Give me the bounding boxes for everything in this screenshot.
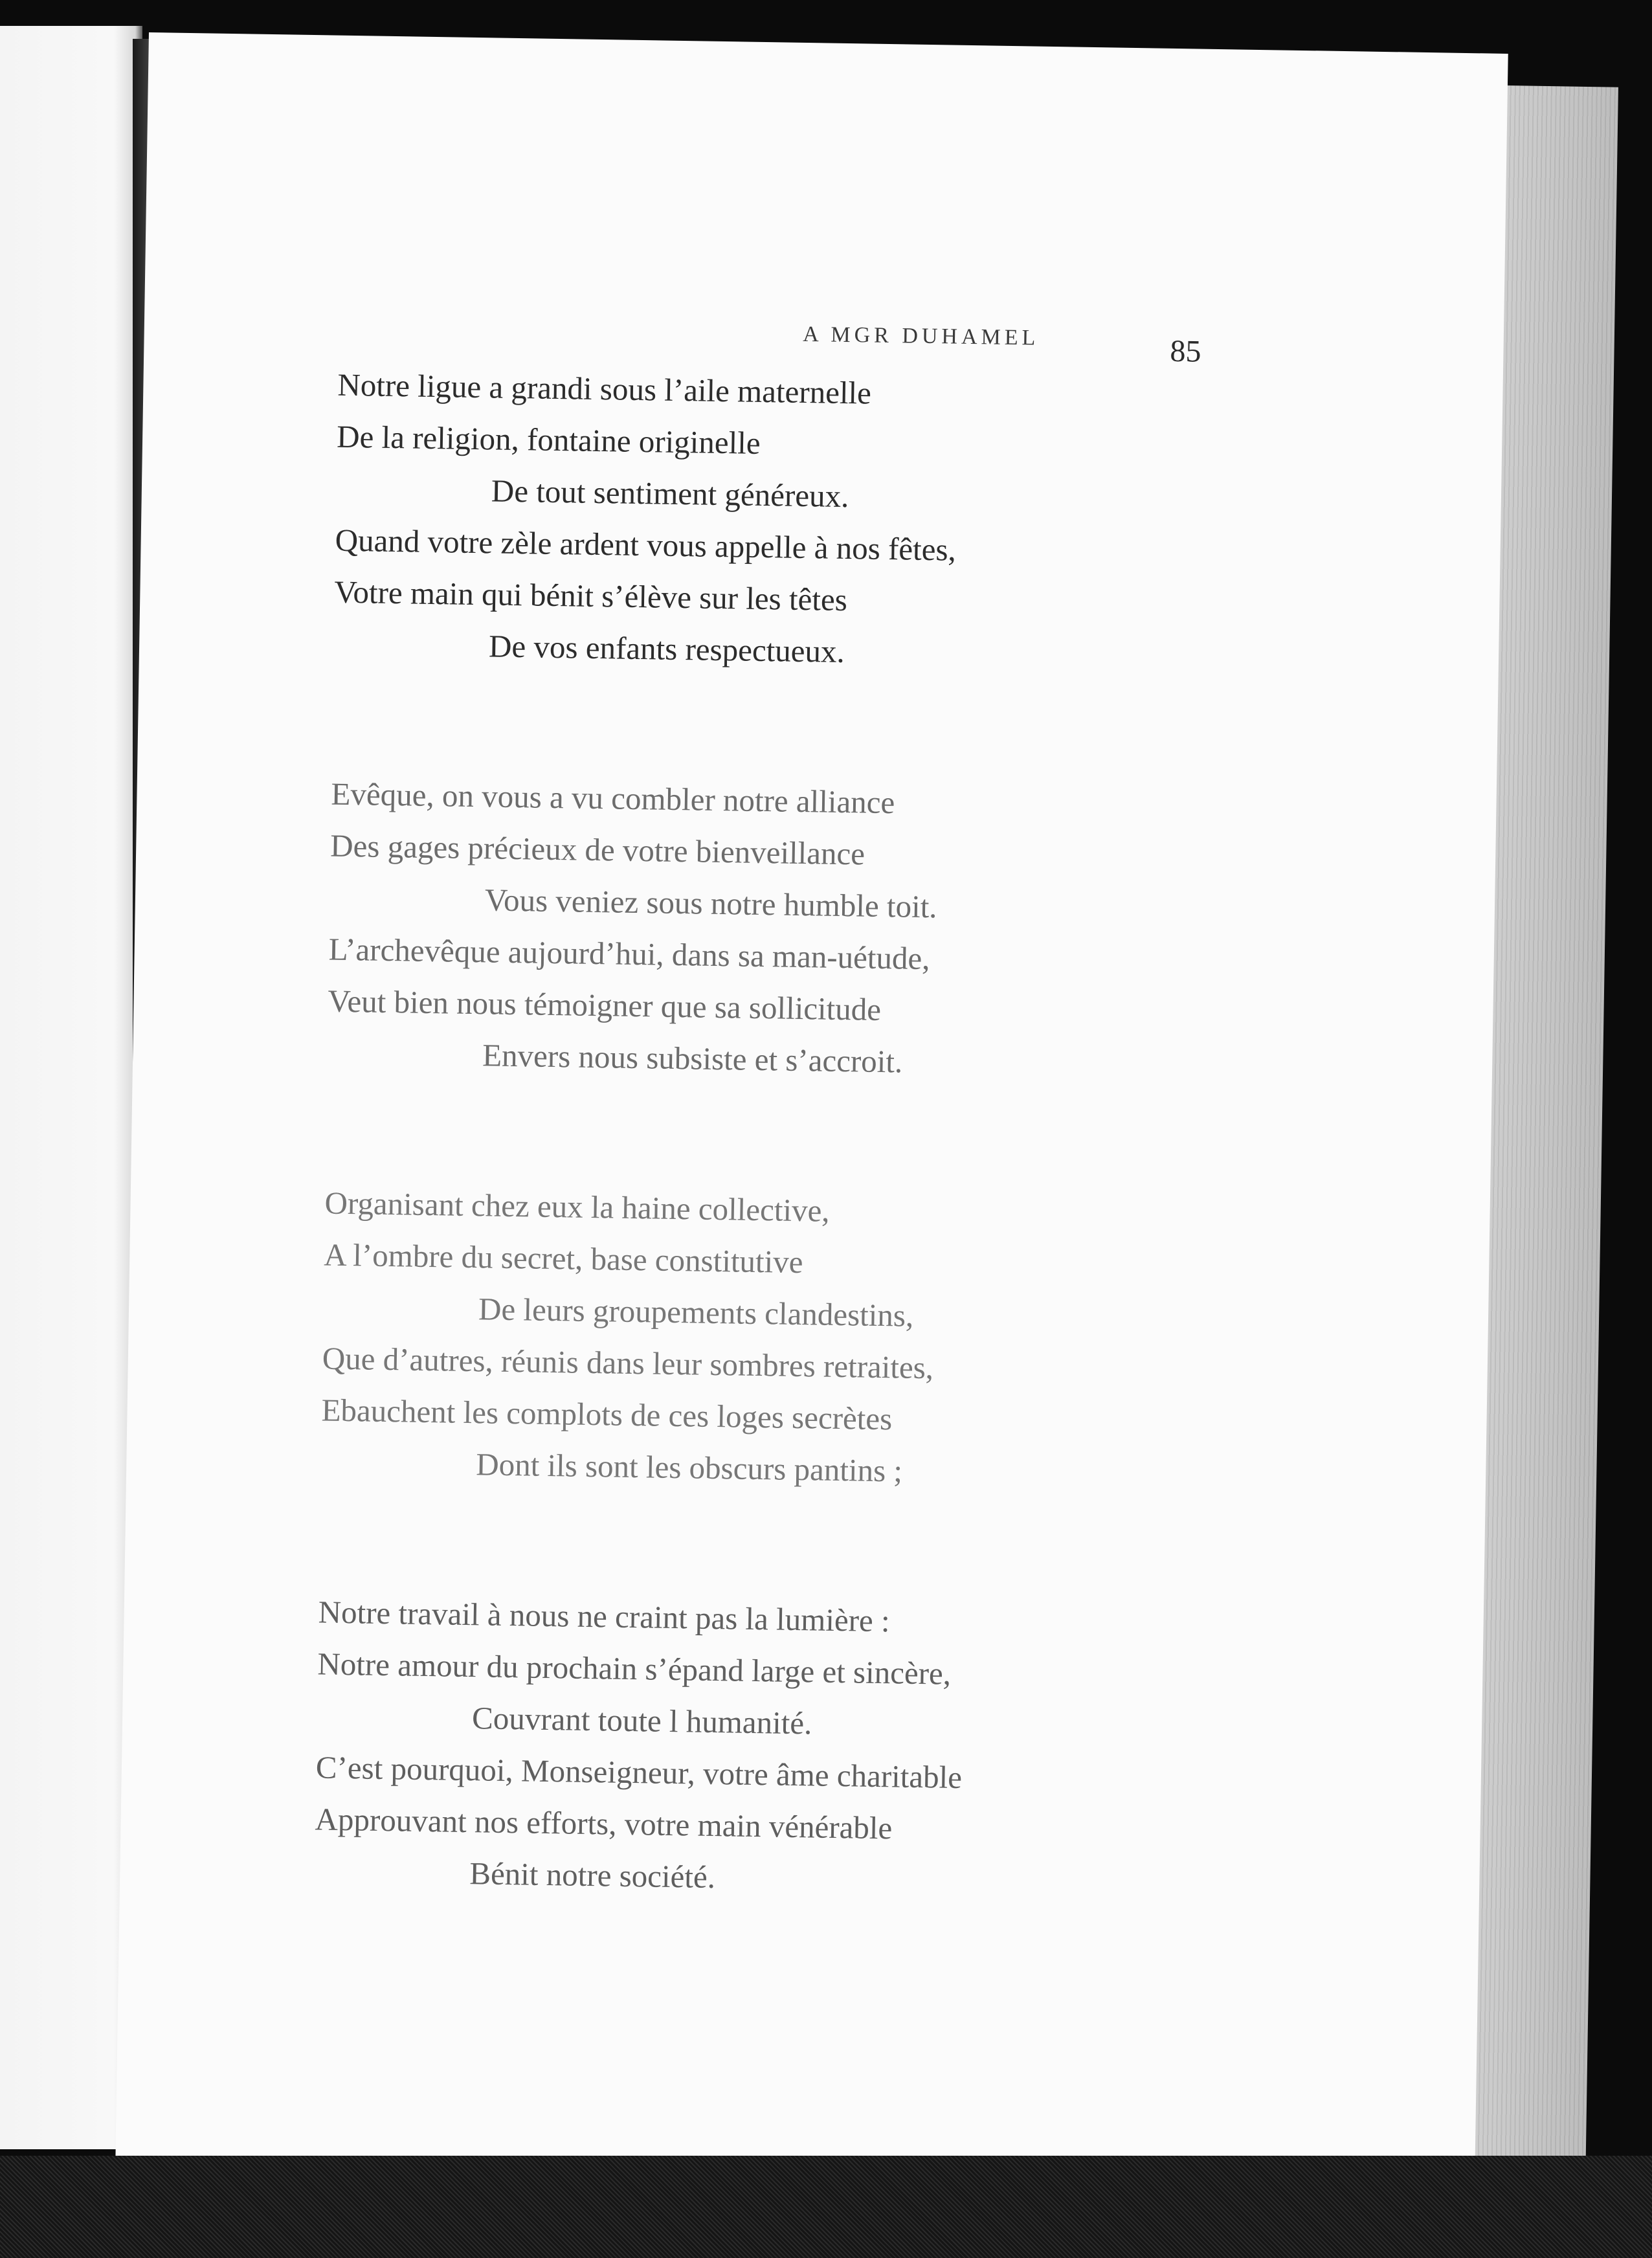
verse-line: C’est pourquoi, Monseigneur, votre âme charitable xyxy=(315,1749,963,1796)
verse-line: Notre ligue a grandi sous l’aile maternelle xyxy=(337,366,872,411)
verse-line: Votre main qui bénit s’élève sur les têtes xyxy=(334,574,848,618)
verse-line: Quand votre zèle ardent vous appelle à nos fêtes, xyxy=(335,522,957,568)
verse-line: De la religion, fontaine originelle xyxy=(336,418,761,461)
verse-line: Que d’autres, réunis dans leur sombres retraites, xyxy=(322,1340,934,1386)
verse-line-indented: Dont ils sont les obscurs pantins ; xyxy=(475,1446,903,1489)
stanza-2 xyxy=(327,768,1367,1095)
verse-line: Veut bien nous témoigner que sa sollicitude xyxy=(328,983,882,1027)
poem xyxy=(312,359,1374,2012)
scan-background xyxy=(0,2156,1652,2258)
verse-line: L’archevêque aujourd’hui, dans sa man-uétude, xyxy=(328,931,930,977)
verse-line: Evêque, on vous a vu combler notre alliance xyxy=(331,776,895,821)
verse-line: A l’ombre du secret, base constitutive xyxy=(323,1236,803,1280)
verse-line-indented: De vos enfants respectueux. xyxy=(488,628,845,669)
page-number: 85 xyxy=(1170,333,1201,369)
running-head: A MGR DUHAMEL xyxy=(802,322,1040,350)
verse-line: Approuvant nos efforts, votre main vénérable xyxy=(315,1801,893,1846)
book-page xyxy=(115,32,1508,2229)
verse-line: Organisant chez eux la haine collective, xyxy=(324,1185,831,1229)
verse-line-indented: Bénit notre société. xyxy=(469,1855,716,1895)
stanza-3 xyxy=(320,1177,1361,1504)
verse-line-indented: De leurs groupements clandestins, xyxy=(478,1291,914,1334)
verse-line-indented: Envers nous subsiste et s’accroit. xyxy=(482,1037,903,1080)
stanza-1 xyxy=(333,359,1374,686)
verse-line-indented: Couvrant toute l humanité. xyxy=(471,1700,812,1741)
stanza-4 xyxy=(314,1586,1354,1913)
verse-line-indented: De tout sentiment généreux. xyxy=(491,473,849,515)
verse-line: Des gages précieux de votre bienveillance xyxy=(329,827,865,872)
verse-line-indented: Vous veniez sous notre humble toit. xyxy=(484,882,938,925)
verse-line: Notre amour du prochain s’épand large et sincère, xyxy=(317,1646,952,1692)
verse-line: Notre travail à nous ne craint pas la lumière : xyxy=(318,1594,891,1639)
verse-line: Ebauchent les complots de ces loges secrètes xyxy=(321,1392,893,1437)
